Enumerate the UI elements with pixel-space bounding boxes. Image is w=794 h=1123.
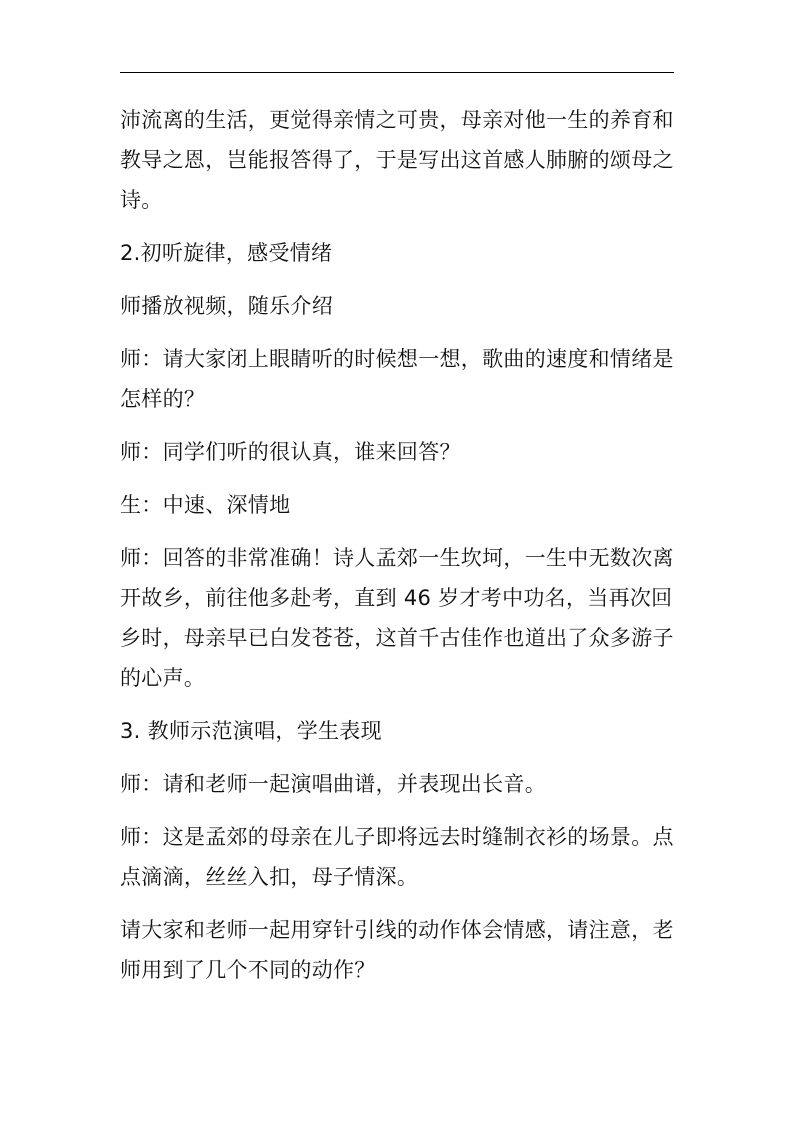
section-heading-demo: 3. 教师示范演唱，学生表现 bbox=[120, 719, 382, 743]
paragraph-play-video: 师播放视频，随乐介绍 bbox=[120, 294, 333, 318]
paragraph-story-continuation: 沛流离的生活，更觉得亲情之可贵，母亲对他一生的养育和教导之恩，岂能报答得了，于是写出这首感人肺腑的颂母之诗。 bbox=[120, 108, 674, 212]
section-heading-listen: 2.初听旋律，感受情绪 bbox=[120, 241, 333, 265]
header-rule bbox=[120, 72, 674, 73]
paragraph-teacher-question: 师：请大家闭上眼睛听的时候想一想，歌曲的速度和情绪是怎样的？ bbox=[120, 347, 674, 411]
paragraph-scene-description: 师：这是孟郊的母亲在儿子即将远去时缝制衣衫的场景。点点滴滴，丝丝入扣，母子情深。 bbox=[120, 825, 674, 889]
paragraph-sing-along: 师：请和老师一起演唱曲谱，并表现出长音。 bbox=[120, 772, 546, 796]
paragraph-teacher-explanation: 师：回答的非常准确！诗人孟郊一生坎坷，一生中无数次离开故乡，前往他多赴考，直到 46 岁才考中功名，当再次回乡时，母亲早已白发苍苍，这首千古佳作也道出了众多游子的心声。 bbox=[120, 546, 674, 690]
paragraph-actions-prompt: 请大家和老师一起用穿针引线的动作体会情感，请注意，老师用到了几个不同的动作？ bbox=[120, 918, 674, 982]
paragraph-teacher-prompt: 师：同学们听的很认真，谁来回答？ bbox=[120, 440, 461, 464]
paragraph-student-answer: 生：中速、深情地 bbox=[120, 493, 291, 517]
document-body bbox=[120, 100, 690, 1003]
